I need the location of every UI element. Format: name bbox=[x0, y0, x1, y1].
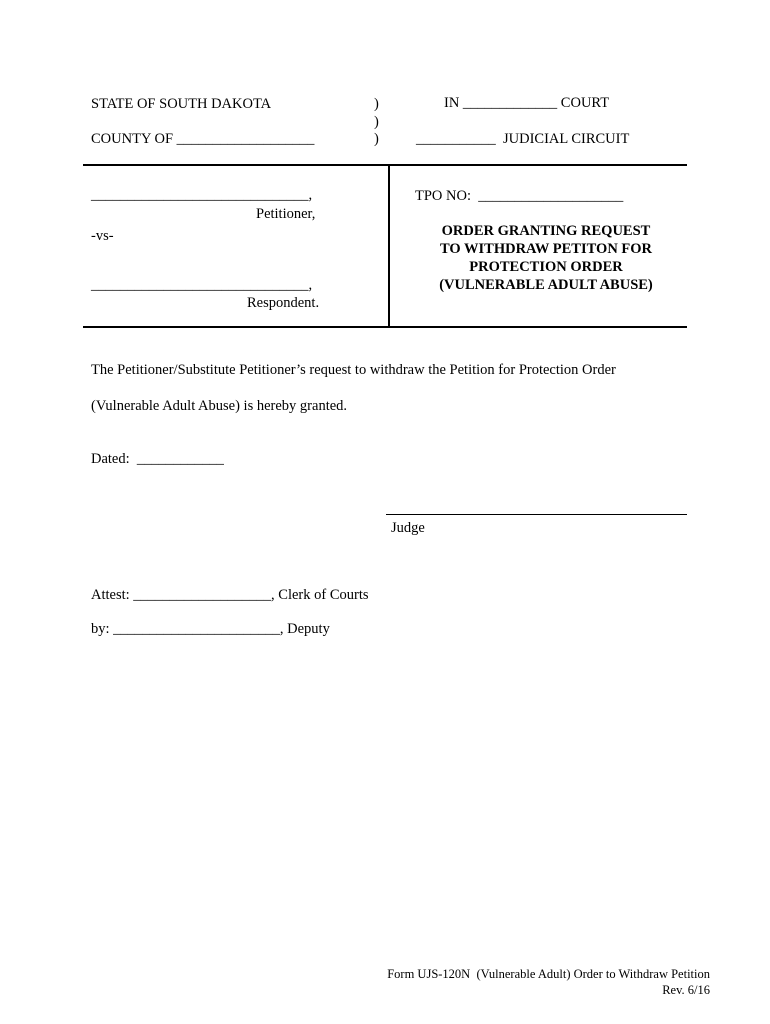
respondent-name-field[interactable]: ______________________________, bbox=[91, 277, 313, 293]
vs-label: -vs- bbox=[91, 228, 114, 244]
form-footer bbox=[387, 966, 710, 998]
body-text-line: The Petitioner/Substitute Petitioner’s request to withdraw the Petition for Protection Order bbox=[91, 362, 616, 378]
body-text-line: (Vulnerable Adult Abuse) is hereby granted. bbox=[91, 398, 348, 414]
petitioner-name-field[interactable]: ______________________________, bbox=[91, 187, 313, 203]
caption-paren: ) bbox=[374, 131, 379, 147]
caption-top-rule bbox=[83, 164, 687, 166]
attest-field[interactable]: Attest: ___________________, Clerk of Courts bbox=[91, 587, 369, 603]
order-title bbox=[392, 222, 700, 294]
judicial-circuit-field[interactable]: ___________ JUDICIAL CIRCUIT bbox=[416, 131, 630, 147]
tpo-number-field[interactable]: TPO NO: ____________________ bbox=[415, 188, 624, 204]
judge-signature-line[interactable] bbox=[386, 514, 687, 515]
respondent-label: Respondent. bbox=[247, 295, 320, 311]
county-field[interactable]: COUNTY OF ___________________ bbox=[91, 131, 315, 147]
order-title-line: PROTECTION ORDER bbox=[469, 259, 623, 275]
caption-divider bbox=[388, 164, 390, 328]
dated-field[interactable]: Dated: ____________ bbox=[91, 451, 224, 467]
order-title-line: ORDER GRANTING REQUEST bbox=[441, 223, 651, 239]
order-title-line: TO WITHDRAW PETITON FOR bbox=[439, 241, 653, 257]
form-revision: Rev. 6/16 bbox=[662, 983, 710, 997]
caption-paren: ) bbox=[374, 96, 379, 112]
caption-paren: ) bbox=[374, 114, 379, 130]
state-label: STATE OF SOUTH DAKOTA bbox=[91, 96, 272, 112]
deputy-field[interactable]: by: _______________________, Deputy bbox=[91, 621, 330, 637]
caption-bottom-rule bbox=[83, 326, 687, 328]
court-field[interactable]: IN _____________ COURT bbox=[444, 95, 610, 111]
judge-label: Judge bbox=[391, 520, 425, 536]
form-id: Form UJS-120N (Vulnerable Adult) Order to Withdraw Petition bbox=[387, 967, 710, 981]
order-title-line: (VULNERABLE ADULT ABUSE) bbox=[439, 277, 653, 293]
petitioner-label: Petitioner, bbox=[256, 206, 316, 222]
